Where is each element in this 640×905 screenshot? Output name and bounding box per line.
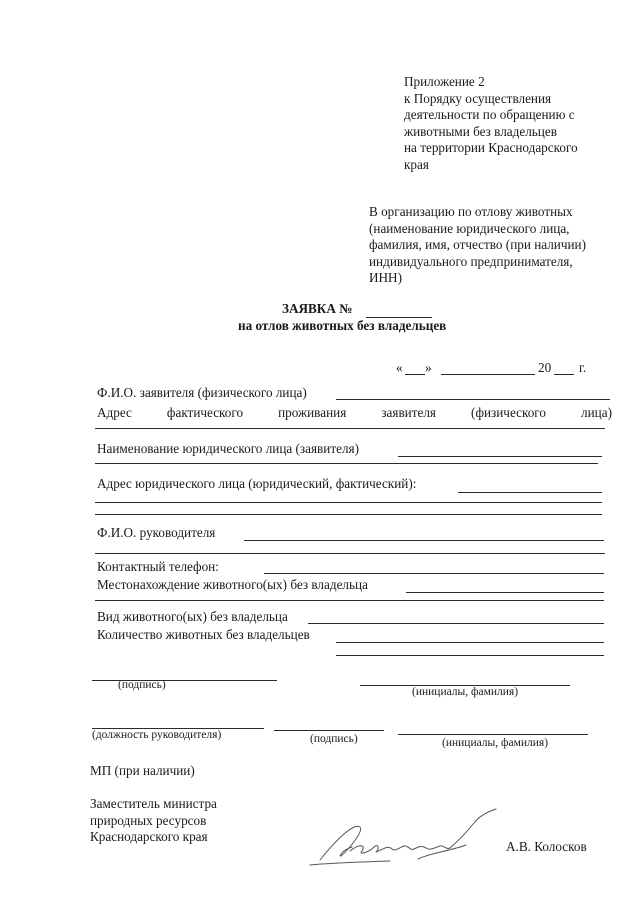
legal-name-field[interactable] (398, 456, 602, 457)
request-title: ЗАЯВКА № (282, 301, 353, 316)
director-name-field[interactable] (244, 540, 604, 541)
animal-count-field[interactable] (336, 642, 604, 643)
name-caption: (инициалы, фамилия) (412, 686, 519, 698)
appendix-line: животными без владельцев (404, 123, 557, 139)
date-year-blank[interactable] (554, 374, 574, 375)
animal-type-label: Вид животного(ых) без владельца (97, 609, 288, 624)
director-position-caption: (должность руководителя) (92, 729, 222, 741)
legal-address-field-2[interactable] (95, 502, 602, 503)
handwritten-signature (300, 805, 510, 870)
address-word: проживания (278, 405, 347, 420)
applicant-address-label (97, 405, 612, 421)
applicant-name-label: Ф.И.О. заявителя (физического лица) (97, 385, 307, 400)
appendix-header (404, 74, 634, 173)
director-name-field-2[interactable] (95, 553, 605, 554)
footer-title-line: Краснодарского края (90, 829, 208, 844)
animal-count-field-2[interactable] (336, 655, 604, 656)
address-word: заявителя (381, 405, 436, 420)
request-subtitle: на отлов животных без владельцев (238, 318, 447, 333)
recipient-line: (наименование юридического лица, (369, 220, 570, 236)
appendix-line: деятельности по обращению с (404, 107, 575, 122)
signer-name: А.В. Колосков (506, 839, 587, 854)
animal-location-field[interactable] (406, 592, 604, 593)
legal-address-field-3[interactable] (95, 514, 602, 515)
phone-label: Контактный телефон: (97, 559, 219, 574)
director-name-label: Ф.И.О. руководителя (97, 525, 216, 540)
animal-count-label: Количество животных без владельцев (97, 627, 310, 642)
applicant-address-field[interactable] (95, 428, 605, 429)
signature-caption: (подпись) (118, 679, 166, 691)
legal-name-label: Наименование юридического лица (заявителя) (97, 441, 359, 456)
applicant-name-field[interactable] (336, 399, 610, 400)
recipient-line: ИНН) (369, 270, 402, 285)
recipient-line: В организацию по отлову животных (369, 204, 573, 219)
address-word: лица) (581, 405, 612, 420)
appendix-line: к Порядку осуществления (404, 90, 552, 106)
director-signature-caption: (подпись) (310, 733, 358, 745)
animal-type-field[interactable] (308, 623, 604, 624)
footer-title-line: Заместитель министра (90, 796, 217, 811)
animal-location-label: Местонахождение животного(ых) без владельца (97, 577, 368, 592)
date-day-blank[interactable] (405, 374, 425, 375)
address-word: фактического (166, 405, 244, 420)
appendix-line: Приложение 2 (404, 74, 485, 89)
footer-title (90, 796, 217, 846)
address-word: (физического (471, 405, 546, 420)
date-year-prefix: 20 (538, 360, 552, 375)
recipient-line: индивидуального предпринимателя, (369, 253, 573, 269)
appendix-line: края (404, 156, 429, 172)
address-word: Адрес (97, 405, 132, 420)
director-name-signature-field[interactable] (398, 734, 588, 735)
director-signature-field[interactable] (274, 730, 384, 731)
date-year-suffix: г. (579, 360, 587, 375)
date-open-quote: « (396, 360, 403, 375)
legal-address-label: Адрес юридического лица (юридический, фактический): (97, 476, 417, 491)
date-close-quote: » (425, 360, 432, 375)
director-name-signature-caption: (инициалы, фамилия) (442, 737, 549, 749)
footer-title-line: природных ресурсов (90, 812, 207, 828)
legal-name-field-2[interactable] (95, 463, 598, 464)
animal-location-field-2[interactable] (95, 600, 604, 601)
recipient-line: фамилия, имя, отчество (при наличии) (369, 237, 587, 252)
date-month-blank[interactable] (441, 374, 535, 375)
recipient-block (369, 204, 634, 287)
phone-field[interactable] (264, 573, 604, 574)
legal-address-field[interactable] (458, 492, 602, 493)
stamp-label: МП (при наличии) (90, 763, 195, 778)
appendix-line: на территории Краснодарского (404, 140, 578, 155)
